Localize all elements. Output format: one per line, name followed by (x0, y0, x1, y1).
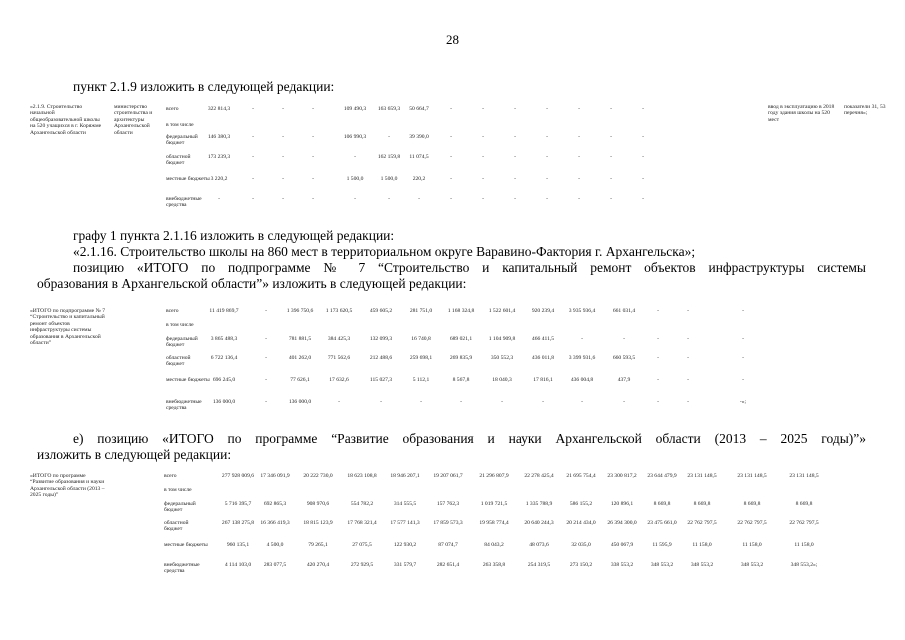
table-cell: 84 043,2 (484, 542, 504, 548)
table-cell: 22 762 797,5 (789, 520, 819, 526)
table-cell: 39 390,0 (409, 134, 429, 140)
table-cell: 48 073,6 (529, 542, 549, 548)
table-cell: 27 075,5 (352, 542, 372, 548)
table-cell: 1 396 750,6 (286, 308, 314, 314)
table-cell: - (418, 196, 420, 202)
table1-indicator-cell: показатели 31, 53 перечня»; (844, 104, 886, 117)
table-cell: -»; (739, 399, 747, 405)
table-cell: 18 040,3 (492, 377, 512, 383)
table-cell: - (514, 176, 516, 182)
table-cell: 23 131 148,5 (737, 473, 767, 479)
table-cell: - (578, 134, 580, 140)
table-cell: 277 928 009,6 (221, 473, 255, 479)
paragraph-2-1-9-intro: пункт 2.1.9 изложить в следующей редакции: (73, 79, 335, 94)
table2-name-cell: «ИТОГО по подпрограмме № 7 “Строительство и капитальный ремонт объектов инфраструктуры системы образования в Архангельской области” (30, 308, 106, 347)
table-cell: 3 220,2 (210, 176, 228, 182)
table-cell: 267 138 275,8 (221, 520, 255, 526)
paragraph-subprogram-7-line2: образования в Архангельской области”» изложить в следующей редакции: (37, 276, 467, 291)
table-cell: 8 669,8 (795, 501, 813, 507)
table-cell: - (546, 154, 548, 160)
table-cell: - (252, 154, 254, 160)
row-label: областной бюджет (166, 154, 191, 167)
table-cell: 263 358,8 (482, 562, 506, 568)
table-cell: 436 004,8 (570, 377, 594, 383)
table-cell: - (282, 176, 284, 182)
table-cell: - (312, 196, 314, 202)
table-cell: 331 579,7 (393, 562, 417, 568)
table-cell: 282 651,4 (436, 562, 460, 568)
table-cell: 21 296 807,9 (479, 473, 509, 479)
table-cell: 420 270,4 (306, 562, 330, 568)
table-cell: - (354, 154, 356, 160)
table-cell: - (687, 399, 689, 405)
table-cell: 781 881,5 (288, 336, 312, 342)
table-cell: - (482, 154, 484, 160)
table-cell: - (450, 176, 452, 182)
table-cell: 132 099,3 (369, 336, 393, 342)
table-cell: 20 222 730,0 (303, 473, 333, 479)
table-subprogram-7-total (28, 308, 888, 418)
table-cell: 1 019 721,5 (480, 501, 508, 507)
table-cell: 115 027,3 (369, 377, 393, 383)
table-cell: 122 930,2 (393, 542, 417, 548)
table-cell: 273 150,2 (569, 562, 593, 568)
table-cell: 163 659,3 (377, 106, 401, 112)
table-cell: 1 500,0 (346, 176, 364, 182)
table-cell: 16 740,8 (411, 336, 431, 342)
table-cell: 23 131 148,5 (789, 473, 819, 479)
table-cell: 692 865,3 (263, 501, 287, 507)
table-cell: - (578, 154, 580, 160)
table1-result-cell: ввод в эксплуатацию в 2018 году здания школы на 520 мест (768, 104, 835, 123)
table-cell: 11 158,0 (742, 542, 762, 548)
table-cell: 11 158,0 (794, 542, 814, 548)
table-cell: - (482, 196, 484, 202)
paragraph-program-total-line1: е) позицию «ИТОГО по программе “Развитие образования и науки Архангельской области (2013 – 2025 годы)”» (73, 431, 866, 446)
table-cell: 281 751,0 (409, 308, 433, 314)
row-label: федеральный бюджет (166, 134, 198, 147)
row-label: федеральный бюджет (164, 501, 196, 514)
table-cell: 23 644 479,9 (647, 473, 677, 479)
table-cell: 19 207 061,7 (433, 473, 463, 479)
table-cell: 660 593,5 (612, 355, 636, 361)
table-cell: 338 553,2 (610, 562, 634, 568)
table-cell: - (514, 154, 516, 160)
table-cell: 384 425,3 (327, 336, 351, 342)
table-cell: 5 716 395,7 (224, 501, 252, 507)
table-cell: 20 214 434,0 (566, 520, 596, 526)
table-cell: 348 553,2»; (790, 562, 818, 568)
table-cell: 17 768 321,4 (347, 520, 377, 526)
table-cell: 322 814,3 (207, 106, 231, 112)
table-cell: - (265, 377, 267, 383)
table-cell: 212 488,6 (369, 355, 393, 361)
table-cell: 17 632,6 (329, 377, 349, 383)
table-cell: 1 335 788,9 (525, 501, 553, 507)
table-cell: 696 245,0 (212, 377, 236, 383)
row-label: всего (166, 106, 179, 112)
table-cell: 106 990,3 (343, 134, 367, 140)
table-cell: 283 077,5 (263, 562, 287, 568)
table-cell: 5 112,1 (412, 377, 430, 383)
table-cell: - (388, 134, 390, 140)
table-cell: 466 411,5 (531, 336, 555, 342)
row-label: внебюджетные средства (166, 399, 202, 412)
table-cell: - (742, 336, 744, 342)
table-cell: 79 265,1 (308, 542, 328, 548)
table-program-total (28, 473, 888, 583)
table-cell: - (460, 399, 462, 405)
table-cell: - (514, 134, 516, 140)
table-cell: 586 155,2 (569, 501, 593, 507)
table-cell: - (581, 399, 583, 405)
table-cell: - (338, 399, 340, 405)
table-cell: - (450, 106, 452, 112)
table-cell: - (742, 377, 744, 383)
row-label: в том числе (166, 122, 194, 128)
table-cell: - (312, 154, 314, 160)
table-cell: - (657, 355, 659, 361)
table-cell: 3 935 936,4 (568, 308, 596, 314)
table-cell: 401 262,0 (288, 355, 312, 361)
table-cell: 120 896,1 (610, 501, 634, 507)
table-cell: - (265, 336, 267, 342)
table-item-2-1-9 (28, 104, 888, 214)
row-label: федеральный бюджет (166, 336, 198, 349)
table-cell: 77 626,1 (290, 377, 310, 383)
table-cell: 22 762 797,5 (687, 520, 717, 526)
table-cell: - (610, 134, 612, 140)
table-cell: 8 669,8 (653, 501, 671, 507)
table-cell: 21 695 754,4 (566, 473, 596, 479)
table-cell: 22 278 425,4 (524, 473, 554, 479)
table-cell: - (581, 336, 583, 342)
table-cell: - (354, 196, 356, 202)
table-cell: 1 168 324,8 (447, 308, 475, 314)
table-cell: 450 067,9 (610, 542, 634, 548)
table-cell: - (282, 134, 284, 140)
table-cell: 87 074,7 (438, 542, 458, 548)
table-cell: 254 319,5 (527, 562, 551, 568)
table-cell: 26 394 300,0 (607, 520, 637, 526)
table-cell: 3 399 931,6 (568, 355, 596, 361)
table-cell: 689 021,1 (449, 336, 473, 342)
paragraph-2-1-16-intro: графу 1 пункта 2.1.16 изложить в следующей редакции: (73, 228, 395, 243)
table-cell: 23 131 148,5 (687, 473, 717, 479)
table-cell: - (687, 336, 689, 342)
table-cell: - (623, 399, 625, 405)
table-cell: 136 000,0 (212, 399, 236, 405)
table-cell: 960 135,1 (226, 542, 250, 548)
table-cell: 348 553,2 (740, 562, 764, 568)
table-cell: - (642, 154, 644, 160)
table1-name-cell: «2.1.9. Строительство начальной общеобразовательной школы на 520 учащихся в г. Коряжме Архангельской области (30, 104, 102, 136)
row-label: внебюджетные средства (166, 196, 202, 209)
table-cell: 1 522 601,4 (488, 308, 516, 314)
table-cell: 17 859 573,3 (433, 520, 463, 526)
table-cell: - (420, 399, 422, 405)
table-cell: - (450, 134, 452, 140)
paragraph-subprogram-7-line1: позицию «ИТОГО по подпрограмме № 7 “Строительство и капитальный ремонт объектов инфраструктуры системы (73, 260, 866, 275)
table-cell: 157 762,3 (436, 501, 460, 507)
table-cell: - (282, 196, 284, 202)
table3-name-cell: «ИТОГО по программе “Развитие образования и науки Архангельской области (2013 – 2025 годы)” (30, 473, 105, 499)
table-cell: 16 366 419,3 (260, 520, 290, 526)
table-cell: 6 722 136,4 (210, 355, 238, 361)
table-cell: 436 011,8 (531, 355, 555, 361)
table-cell: 11 595,9 (652, 542, 672, 548)
table-cell: 50 664,7 (409, 106, 429, 112)
table-cell: 269 835,9 (449, 355, 473, 361)
table-cell: 920 239,4 (531, 308, 555, 314)
table-cell: 3 865 488,3 (210, 336, 238, 342)
table-cell: 20 640 244,3 (524, 520, 554, 526)
table-cell: - (687, 355, 689, 361)
row-label: в том числе (166, 322, 194, 328)
table-cell: - (610, 106, 612, 112)
table-cell: 661 031,4 (612, 308, 636, 314)
table-cell: - (265, 355, 267, 361)
table-cell: 19 958 774,4 (479, 520, 509, 526)
table-cell: - (657, 336, 659, 342)
row-label: областной бюджет (164, 520, 189, 533)
table-cell: - (657, 308, 659, 314)
table-cell: 259 698,1 (409, 355, 433, 361)
table-cell: - (657, 399, 659, 405)
table-cell: - (282, 154, 284, 160)
table-cell: 314 555,5 (393, 501, 417, 507)
table-cell: - (388, 196, 390, 202)
table-cell: - (514, 196, 516, 202)
table-cell: - (578, 106, 580, 112)
table-cell: 18 623 108,8 (347, 473, 377, 479)
table-cell: 8 669,8 (693, 501, 711, 507)
table-cell: 1 104 909,8 (488, 336, 516, 342)
table-cell: - (742, 308, 744, 314)
table-cell: 348 553,2 (690, 562, 714, 568)
table-cell: 220,2 (412, 176, 426, 182)
table-cell: - (252, 106, 254, 112)
table-cell: - (252, 196, 254, 202)
table-cell: - (482, 106, 484, 112)
table-cell: 18 946 207,1 (390, 473, 420, 479)
table-cell: - (542, 399, 544, 405)
table-cell: 11 074,5 (409, 154, 429, 160)
table-cell: - (546, 134, 548, 140)
table-cell: - (514, 106, 516, 112)
table-cell: 771 562,6 (327, 355, 351, 361)
table-cell: 146 380,3 (207, 134, 231, 140)
table-cell: - (312, 106, 314, 112)
row-label: всего (164, 473, 177, 479)
table-cell: 348 553,2 (650, 562, 674, 568)
table-cell: 173 239,3 (207, 154, 231, 160)
table-cell: - (642, 196, 644, 202)
table1-executor-cell: министерство строительства и архитектуры Архангельской области (114, 104, 153, 136)
table-cell: - (312, 134, 314, 140)
table-cell: - (546, 196, 548, 202)
table-cell: - (610, 176, 612, 182)
table-cell: - (218, 196, 220, 202)
table-cell: - (450, 154, 452, 160)
table-cell: - (642, 134, 644, 140)
table-cell: 23 300 817,2 (607, 473, 637, 479)
row-label: областной бюджет (166, 355, 191, 368)
table-cell: - (687, 377, 689, 383)
table-cell: 4 114 103,0 (224, 562, 252, 568)
table-cell: - (657, 377, 659, 383)
paragraph-2-1-16-text: «2.1.16. Строительство школы на 860 мест в территориальном округе Варавино-Фактория г. Архангельска»; (73, 244, 696, 259)
table-cell: 272 929,5 (350, 562, 374, 568)
table-cell: - (482, 134, 484, 140)
table-cell: - (610, 196, 612, 202)
table-cell: 8 567,8 (452, 377, 470, 383)
table-cell: 8 669,8 (743, 501, 761, 507)
table-cell: 22 762 797,5 (737, 520, 767, 526)
row-label: в том числе (164, 487, 192, 493)
table-cell: 136 000,0 (288, 399, 312, 405)
paragraph-program-total-line2: изложить в следующей редакции: (37, 447, 232, 462)
page-number: 28 (446, 32, 459, 47)
table-cell: - (265, 308, 267, 314)
table-cell: - (282, 106, 284, 112)
table-cell: - (623, 336, 625, 342)
table-cell: - (687, 308, 689, 314)
table-cell: 1 500,0 (380, 176, 398, 182)
row-label: всего (166, 308, 179, 314)
table-cell: 109 490,3 (343, 106, 367, 112)
row-label: местные бюджеты (164, 542, 208, 548)
table-cell: - (312, 176, 314, 182)
table-cell: - (546, 176, 548, 182)
table-cell: 11 158,0 (692, 542, 712, 548)
table-cell: - (642, 106, 644, 112)
table-cell: 162 159,8 (377, 154, 401, 160)
row-label: внебюджетные средства (164, 562, 200, 575)
table-cell: - (546, 106, 548, 112)
table-cell: - (501, 399, 503, 405)
row-label: местные бюджеты (166, 176, 210, 182)
table-cell: 437,9 (617, 377, 631, 383)
table-cell: 554 782,2 (350, 501, 374, 507)
table-cell: - (265, 399, 267, 405)
table-cell: 11 419 869,7 (209, 308, 239, 314)
table-cell: - (252, 134, 254, 140)
table-cell: - (252, 176, 254, 182)
table-cell: 908 970,6 (306, 501, 330, 507)
table-cell: 18 815 123,9 (303, 520, 333, 526)
table-cell: - (742, 355, 744, 361)
table-cell: 4 500,0 (266, 542, 284, 548)
table-cell: 1 173 620,5 (325, 308, 353, 314)
table-cell: 32 035,0 (571, 542, 591, 548)
table-cell: 459 605,2 (369, 308, 393, 314)
table-cell: 17 346 091,9 (260, 473, 290, 479)
table-cell: - (482, 176, 484, 182)
table-cell: - (450, 196, 452, 202)
table-cell: - (642, 176, 644, 182)
table-cell: - (578, 196, 580, 202)
table-cell: - (578, 176, 580, 182)
table-cell: - (610, 154, 612, 160)
table-cell: - (380, 399, 382, 405)
table-cell: 17 816,1 (533, 377, 553, 383)
table-cell: 350 552,3 (490, 355, 514, 361)
row-label: местные бюджеты (166, 377, 210, 383)
table-cell: 23 475 661,0 (647, 520, 677, 526)
table-cell: 17 577 141,3 (390, 520, 420, 526)
